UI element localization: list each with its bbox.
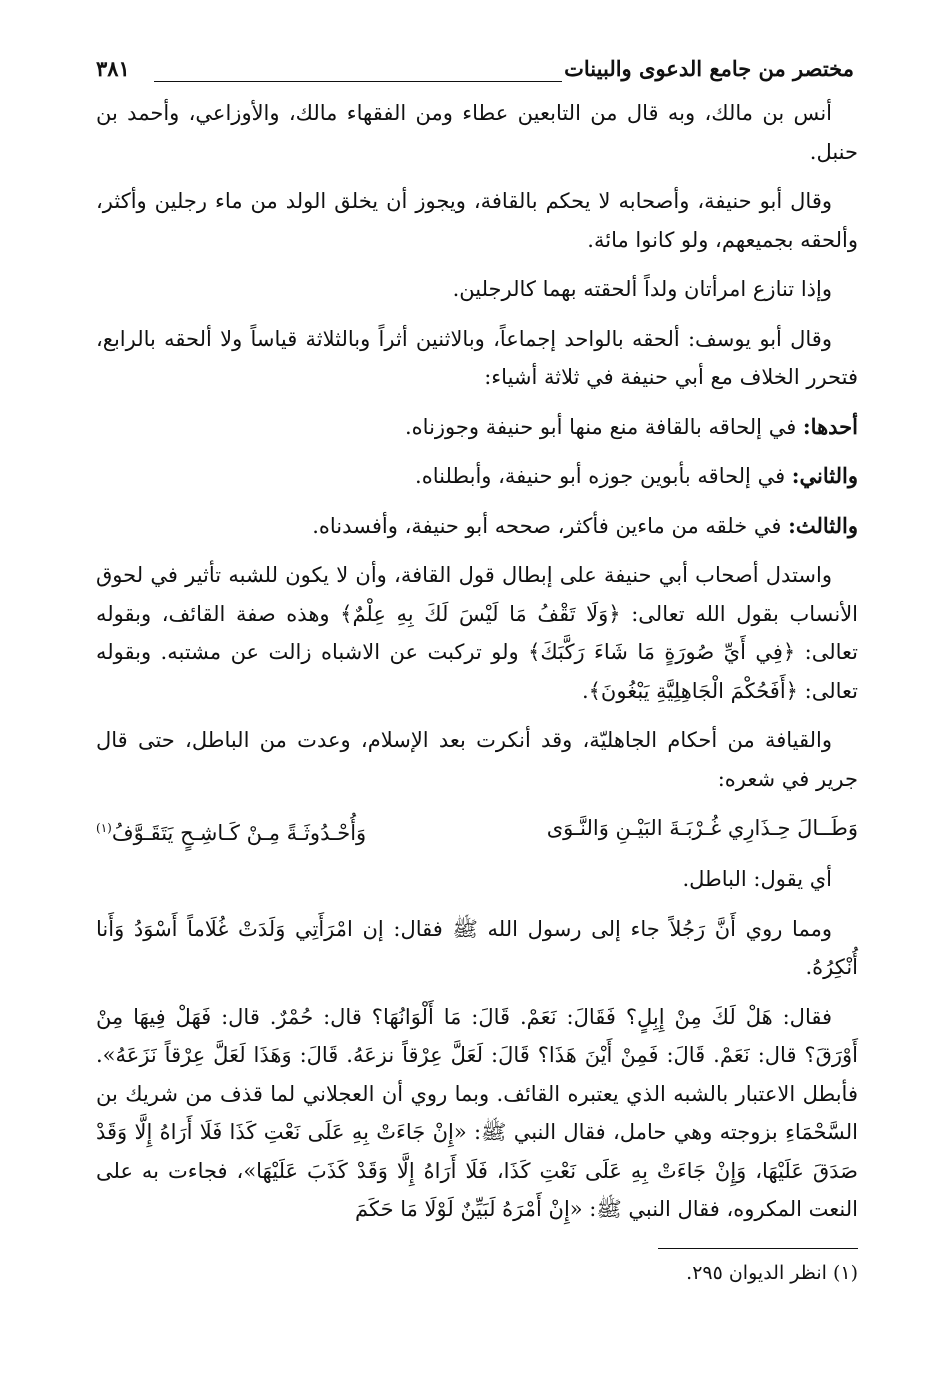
footnote-rule	[658, 1248, 858, 1249]
footnote-marker: (١)	[96, 821, 112, 835]
paragraph: فقال: هَلْ لَكَ مِنْ إِبِلٍ؟ فَقَالَ: نَعَمْ. قَالَ: مَا أَلْوَانُهَا؟ قال: حُمْرٌ. قال: فَهَلْ فِيهَا مِنْ أَوْرَقَ؟ قال: نَعَمْ. قَالَ: فَمِنْ أَيْنَ هَذَا؟ قَالَ: لَعَلَّ عِرْقاً نزعَهُ. قَالَ: وَهَذَا لَعَلَّ عِرْقاً نَزَعَهُ». فأبطل الاعتبار بالشبه الذي يعتبره القائف. وبما روي أن العجلاني لما قذف من شريك بن السَّحْمَاءِ بزوجته وهي حامل، فقال النبي ﷺ: «إِنْ جَاءَتْ بِهِ عَلَى نَعْتِ كَذَا فَلَا أَرَاهُ إِلَّا وَقَدْ صَدَقَ عَلَيْهَا، وَإِنْ جَاءَتْ بِهِ عَلَى نَعْتِ كَذَا، فَلَا أَرَاهُ إِلَّا وَقَدْ كَذَبَ عَلَيْهَا»، فجاءت به على النعت المكروه، فقال النبي ﷺ: «إِنْ أَمْرَهُ لَبَيِّنٌ لَوْلَا مَا حَكَمَ	[96, 1004, 858, 1221]
running-title: مختصر من جامع الدعوى والبينات	[564, 56, 854, 81]
body-text	[96, 94, 858, 1240]
point-lead: والثالث:	[788, 512, 858, 538]
paragraph: واستدل أصحاب أبي حنيفة على إبطال قول القافة، وأن لا يكون للشبه تأثير في لحوق الأنساب بقول الله تعالى: ﴿وَلَا تَقْفُ مَا لَيْسَ لَكَ بِهِ عِلْمٌ﴾ وهذه صفة القائف، وبقوله تعالى: ﴿فِي أَيِّ صُورَةٍ مَا شَاءَ رَكَّبَكَ﴾ ولو تركبت عن الاشباه زالت عن مشتبه. وبقوله تعالى: ﴿أَفَحُكْمَ الْجَاهِلِيَّةِ يَبْغُونَ﴾.	[96, 563, 858, 703]
paragraph: وقال أبو حنيفة، وأصحابه لا يحكم بالقافة، ويجوز أن يخلق الولد من ماء رجلين وأكثر، وألحقه بجميعهم، ولو كانوا مائة.	[96, 189, 858, 252]
point-third	[96, 507, 858, 546]
point-second	[96, 457, 858, 496]
paragraph: والقيافة من أحكام الجاهليّة، وقد أنكرت بعد الإسلام، وعدت من الباطل، حتى قال جرير في شعره:	[96, 728, 858, 791]
point-text: في إلحاقه بالقافة منع منها أبو حنيفة وجوزناه.	[405, 414, 803, 439]
point-text: في إلحاقه بأبوين جوزه أبو حنيفة، وأبطلناه.	[415, 464, 792, 488]
paragraph: ومما روي أَنَّ رَجُلاً جاء إلى رسول الله ﷺ فقال: إن امْرَأَتِي وَلَدَتْ غُلَاماً أَسْوَدُ وَأَنا أُنْكِرُهُ.	[96, 916, 858, 979]
paragraph: أي يقول: الباطل.	[682, 867, 832, 891]
verse-first-hemistich: وَطَــالَ حِـذَارِي غُـرْبَـةَ البَيْـنِ وَالنَّـوَى	[546, 816, 858, 840]
paragraph: وقال أبو يوسف: ألحقه بالواحد إجماعاً، وبالاثنين أثراً وبالثلاثة قياساً ولا ألحقه بالرابع، فتحرر الخلاف مع أبي حنيفة في ثلاثة أشياء:	[96, 326, 858, 389]
point-first	[96, 408, 858, 447]
point-lead: والثاني:	[791, 463, 858, 488]
footnote: (١) انظر الديوان ٢٩٥.	[686, 1262, 858, 1284]
verse-second-hemistich	[96, 809, 366, 852]
poetry-verse	[96, 809, 858, 852]
paragraph: أنس بن مالك، وبه قال من التابعين عطاء ومن الفقهاء مالك، والأوزاعي، وأحمد بن حنبل.	[96, 101, 858, 164]
point-lead: أحدها:	[802, 413, 858, 439]
point-text: في خلقه من ماءين فأكثر، صححه أبو حنيفة، وأفسدناه.	[312, 513, 789, 538]
page-number: ٣٨١	[96, 56, 130, 81]
page-header	[96, 56, 854, 90]
header-rule	[154, 81, 562, 82]
paragraph: وإذا تنازع امرأتان ولداً ألحقته بهما كالرجلين.	[452, 277, 832, 301]
verse-second-text: وَأُحْـدُوثَـةً مِـنْ كَـاشِـحٍ يَتَقَـوَّفُ	[111, 821, 367, 845]
